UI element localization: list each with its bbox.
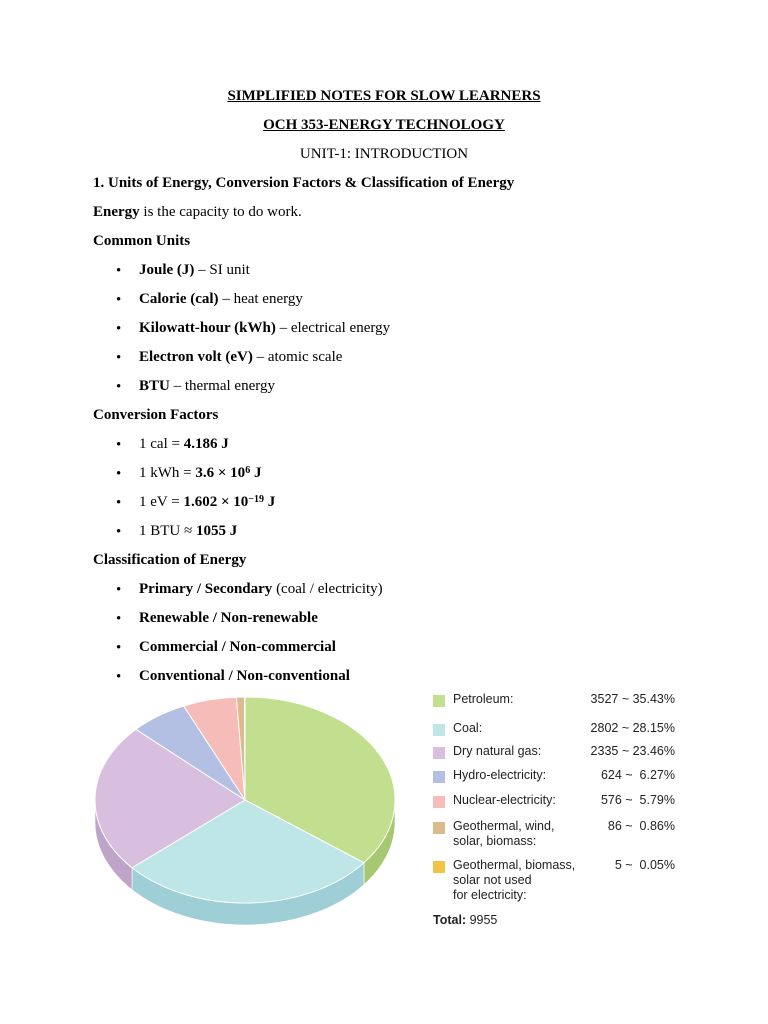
unit-term: Calorie (cal) [139,291,219,307]
unit-desc: – heat energy [218,291,303,307]
energy-term: Energy [93,204,140,220]
list-item [139,581,383,598]
bullet-icon: • [116,495,122,511]
energy-pie-chart [85,688,405,928]
legend-label: Petroleum: [453,692,514,706]
total-value: 9955 [466,913,498,927]
legend-value: 576 ~ 5.79% [600,793,675,807]
conversion-lhs: 1 BTU ≈ [139,523,196,539]
unit-term: BTU [139,378,170,394]
conversion-lhs: 1 kWh = [139,465,196,481]
conversion-rhs: 4.186 J [183,436,229,452]
list-item [139,668,350,685]
conversion-rhs: 1.602 × 10 [183,494,249,510]
legend-swatch [433,695,445,707]
conversion-unit: J [263,494,276,510]
unit-term: Kilowatt-hour (kWh) [139,320,276,336]
conversion-exponent: −19 [248,494,264,505]
total-label: Total: [433,913,467,927]
list-item [139,610,318,627]
legend-value: 3527 ~ 35.43% [590,692,675,706]
legend-swatch [433,747,445,759]
bullet-icon: • [116,524,122,540]
energy-definition [93,204,302,221]
legend-label: Nuclear-electricity: [453,793,556,807]
legend-swatch [433,724,445,736]
conversion-rhs: 3.6 × 10 [195,465,246,481]
classification-heading: Classification of Energy [93,552,247,568]
class-term: Commercial / Non-commercial [139,639,336,655]
conversion-lhs: 1 cal = [139,436,184,452]
bullet-icon: • [116,321,122,337]
legend-value: 2335 ~ 23.46% [590,744,675,758]
bullet-icon: • [116,379,122,395]
bullet-icon: • [116,640,122,656]
class-term: Conventional / Non-conventional [139,668,350,684]
unit-desc: – thermal energy [169,378,275,394]
list-item [139,639,336,656]
bullet-icon: • [116,350,122,366]
unit-term: Electron volt (eV) [139,349,253,365]
list-item [139,320,390,337]
unit-title: UNIT-1: INTRODUCTION [299,146,469,162]
unit-desc: – electrical energy [275,320,391,336]
unit-term: Joule (J) [139,262,195,278]
legend-value: 2802 ~ 28.15% [590,721,675,735]
list-item [139,436,229,453]
class-desc: (coal / electricity) [272,581,383,597]
bullet-icon: • [116,669,122,685]
list-item [139,523,237,540]
class-term: Renewable / Non-renewable [139,610,318,626]
bullet-icon: • [116,582,122,598]
conversion-lhs: 1 eV = [139,494,184,510]
list-item [139,349,342,366]
common-units-heading: Common Units [93,233,191,249]
legend-swatch [433,771,445,783]
legend-swatch [433,861,445,873]
conversion-exponent: 6 [245,465,251,476]
legend-total [433,913,497,927]
energy-def-text: is the capacity to do work. [139,204,302,220]
legend-value: 5 ~ 0.05% [614,858,675,872]
conversion-heading: Conversion Factors [93,407,219,423]
legend-label: Coal: [453,721,483,735]
unit-desc: – atomic scale [252,349,343,365]
bullet-icon: • [116,611,122,627]
class-term: Primary / Secondary [139,581,273,597]
legend-label: Dry natural gas: [453,744,542,758]
conversion-unit: J [250,465,262,481]
legend-label: Hydro-electricity: [453,768,547,782]
legend-label: Geothermal, biomass, solar not used for electricity: [453,858,576,902]
legend-value: 624 ~ 6.27% [600,768,675,782]
doc-title: SIMPLIFIED NOTES FOR SLOW LEARNERS [227,88,541,104]
bullet-icon: • [116,292,122,308]
bullet-icon: • [116,437,122,453]
list-item [139,465,261,482]
legend-value: 86 ~ 0.86% [607,819,675,833]
list-item [139,494,275,511]
legend-label: Geothermal, wind, solar, biomass: [453,819,555,848]
bullet-icon: • [116,263,122,279]
list-item [139,262,250,279]
legend-swatch [433,796,445,808]
conversion-rhs: 1055 J [195,523,238,539]
section-heading: 1. Units of Energy, Conversion Factors & Classification of Energy [93,175,515,191]
list-item [139,378,275,395]
list-item [139,291,303,308]
unit-desc: – SI unit [194,262,250,278]
legend-swatch [433,822,445,834]
course-title: OCH 353-ENERGY TECHNOLOGY [263,117,505,133]
bullet-icon: • [116,466,122,482]
